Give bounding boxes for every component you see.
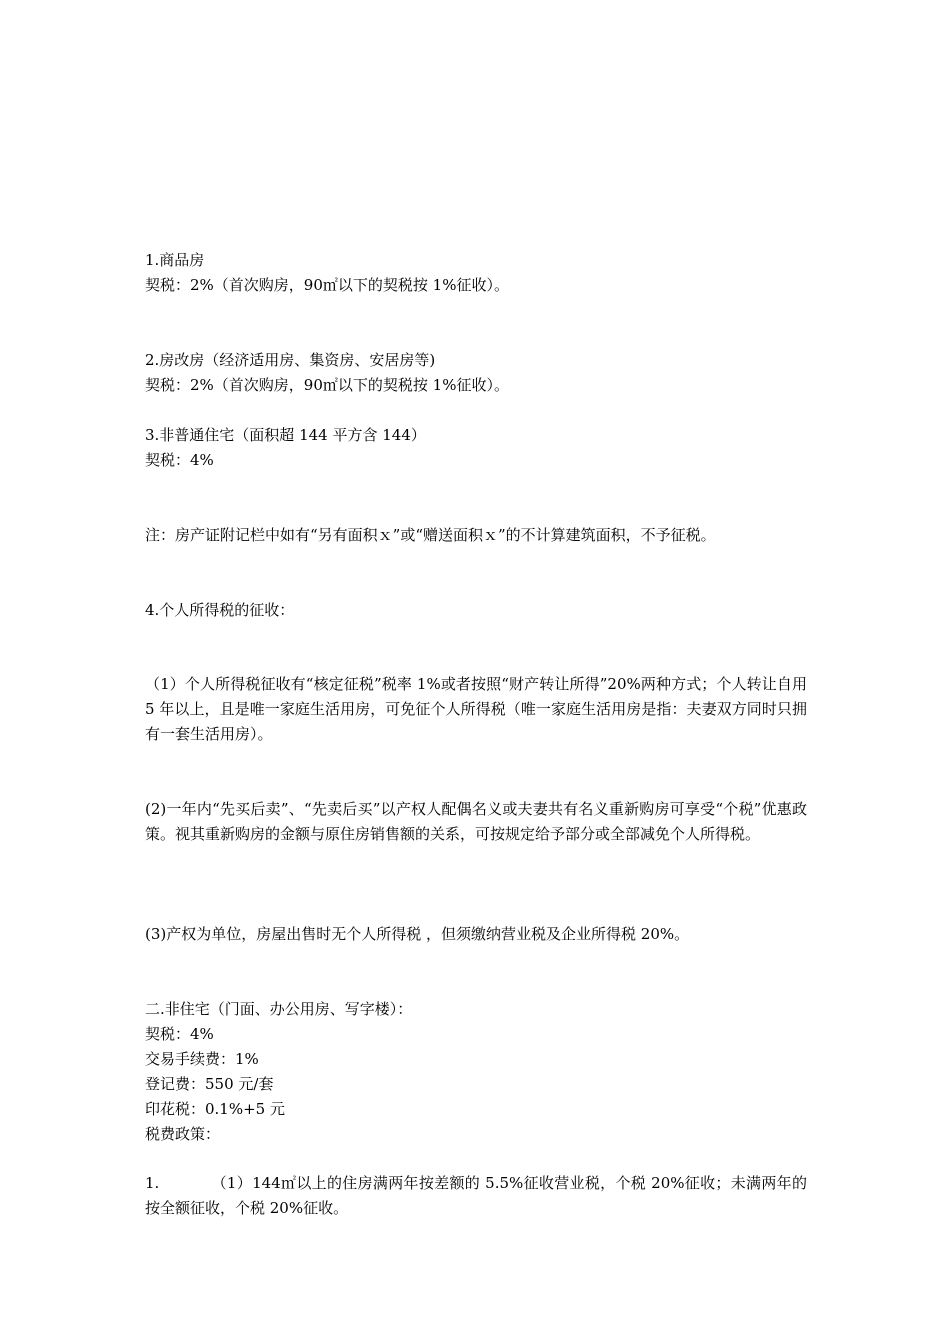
non-residential-registration-fee: 登记费：550 元/套: [145, 1075, 274, 1093]
non-residential-transaction-fee: 交易手续费：1%: [145, 1050, 259, 1068]
section-2-deed-tax: 契税：2%（首次购房，90㎡以下的契税按 1%征收）。: [145, 376, 509, 394]
section-3-title: 3.非普通住宅（面积超 144 平方含 144）: [145, 426, 426, 444]
policy-item-1: [145, 1171, 807, 1221]
income-tax-paragraph-2: (2)一年内“先买后卖”、“先卖后买”以产权人配偶名义或夫妻共有名义重新购房可享受“个税”优惠政策。视其重新购房的金额与原住房销售额的关系，可按规定给予部分或全部减免个人所得税。: [145, 800, 807, 843]
tax-policy-heading: 税费政策：: [145, 1125, 221, 1143]
non-residential-title: 二.非住宅（门面、办公用房、写字楼）：: [145, 1000, 413, 1018]
section-3-deed-tax: 契税：4%: [145, 451, 214, 469]
income-tax-paragraph-3: (3)产权为单位，房屋出售时无个人所得税 ，但须缴纳营业税及企业所得税 20%。: [145, 925, 690, 943]
section-1-deed-tax: 契税：2%（首次购房，90㎡以下的契税按 1%征收）。: [145, 276, 509, 294]
section-4-title: 4.个人所得税的征收：: [145, 601, 295, 619]
note-paragraph: 注：房产证附记栏中如有“另有面积ｘ”或“赠送面积ｘ”的不计算建筑面积，不予征税。: [145, 526, 716, 544]
section-2-title: 2.房改房（经济适用房、集资房、安居房等): [145, 351, 436, 369]
policy-item-text: （1）144㎡以上的住房满两年按差额的 5.5%征收营业税，个税 20%征收；未满两年的按全额征收，个税 20%征收。: [145, 1174, 807, 1217]
income-tax-paragraph-1: （1）个人所得税征收有“核定征税”税率 1%或者按照“财产转让所得”20%两种方式；个人转让自用 5 年以上，且是唯一家庭生活用房，可免征个人所得税（唯一家庭生活用房是指：夫妻双方同时只拥有一套生活用房）。: [145, 675, 807, 743]
non-residential-stamp-tax: 印花税：0.1%+5 元: [145, 1100, 285, 1118]
non-residential-deed-tax: 契税：4%: [145, 1025, 214, 1043]
section-1-title: 1.商品房: [145, 251, 205, 269]
policy-item-number: 1.: [145, 1174, 160, 1192]
